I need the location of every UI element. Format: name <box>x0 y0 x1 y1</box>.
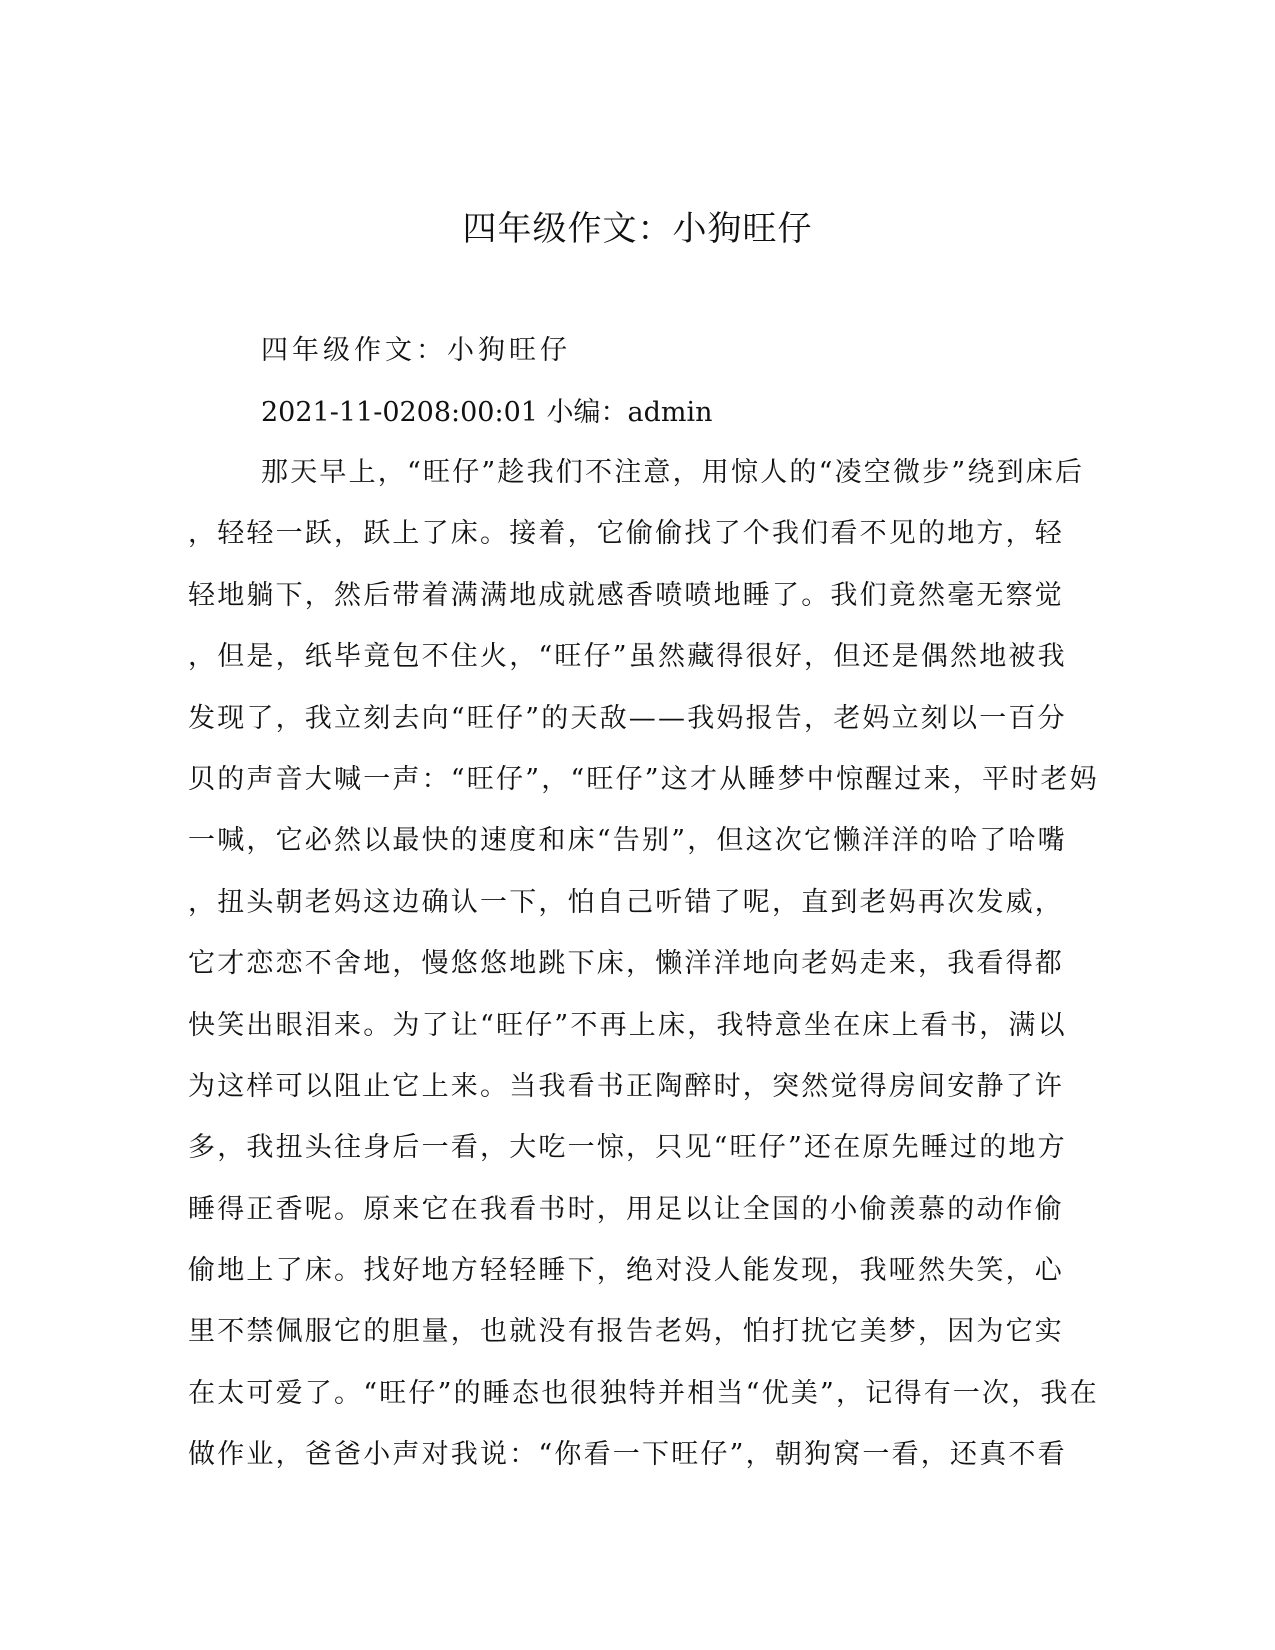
body-line: 一喊，它必然以最快的速度和床“告别”，但这次它懒洋洋的哈了哈嘴 <box>188 825 1067 857</box>
body-line: 偷地上了床。找好地方轻轻睡下，绝对没人能发现，我哑然失笑，心 <box>188 1255 1064 1287</box>
publish-meta: 2021-11-0208:00:01 小编：admin <box>261 397 713 428</box>
document-title: 四年级作文：小狗旺仔 <box>462 209 813 249</box>
body-line: ，扭头朝老妈这边确认一下，怕自己听错了呢，直到老妈再次发威， <box>188 886 1064 918</box>
body-line: 多，我扭头往身后一看，大吃一惊，只见“旺仔”还在原先睡过的地方 <box>188 1132 1067 1164</box>
body-line: 发现了，我立刻去向“旺仔”的天敌——我妈报告，老妈立刻以一百分 <box>188 702 1067 734</box>
body-line: 轻地躺下，然后带着满满地成就感香喷喷地睡了。我们竟然毫无察觉 <box>188 579 1064 611</box>
body-paragraph <box>188 453 1099 1497</box>
body-line: 那天早上，“旺仔”趁我们不注意，用惊人的“凌空微步”绕到床后 <box>261 457 1085 488</box>
body-line: 为这样可以阻止它上来。当我看书正陶醉时，突然觉得房间安静了许 <box>188 1070 1064 1102</box>
body-line: ，轻轻一跃，跃上了床。接着，它偷偷找了个我们看不见的地方，轻 <box>188 518 1064 550</box>
document-subtitle: 四年级作文：小狗旺仔 <box>261 335 571 366</box>
body-line: 快笑出眼泪来。为了让“旺仔”不再上床，我特意坐在床上看书，满以 <box>188 1009 1067 1041</box>
body-line: 做作业，爸爸小声对我说：“你看一下旺仔”，朝狗窝一看，还真不看 <box>188 1439 1067 1471</box>
body-line: 里不禁佩服它的胆量，也就没有报告老妈，怕打扰它美梦，因为它实 <box>188 1316 1064 1348</box>
body-line: 它才恋恋不舍地，慢悠悠地跳下床，懒洋洋地向老妈走来，我看得都 <box>188 948 1064 980</box>
body-line: 睡得正香呢。原来它在我看书时，用足以让全国的小偷羡慕的动作偷 <box>188 1193 1064 1225</box>
body-line: 贝的声音大喊一声：“旺仔”，“旺仔”这才从睡梦中惊醒过来，平时老妈 <box>188 763 1099 795</box>
body-line: 在太可爱了。“旺仔”的睡态也很独特并相当“优美”，记得有一次，我在 <box>188 1377 1099 1409</box>
body-line: ，但是，纸毕竟包不住火，“旺仔”虽然藏得很好，但还是偶然地被我 <box>188 641 1067 673</box>
